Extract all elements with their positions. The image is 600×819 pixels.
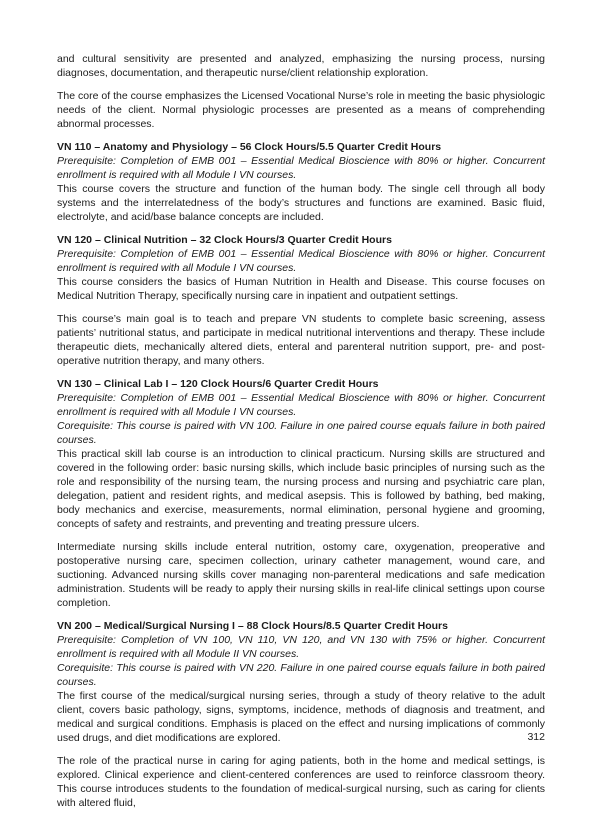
page-number: 312 xyxy=(527,731,545,743)
course-paragraph: This course covers the structure and function of the human body. The single cell through all body systems and the interrelatedness of the body’s structures and functions are examined. Basic fluid, electrolyte, and acid/base balance concepts are included. xyxy=(57,183,545,223)
intro-paragraph-2: The core of the course emphasizes the Licensed Vocational Nurse’s role in meeting the basic physiologic needs of the client. Normal physiologic processes are presented as a means of comprehending abnormal processes. xyxy=(57,90,545,130)
course-prerequisite-vn130: Prerequisite: Completion of EMB 001 – Essential Medical Bioscience with 80% or higher. Concurrent enrollment is required with all Module I VN courses. xyxy=(57,392,545,418)
document-page-content xyxy=(57,52,545,819)
course-section-vn200 xyxy=(57,619,545,810)
intro-paragraph-1: and cultural sensitivity are presented and analyzed, emphasizing the nursing process, nursing diagnoses, documentation, and therapeutic nurse/client relationship exploration. xyxy=(57,53,545,79)
course-paragraph: This practical skill lab course is an introduction to clinical practicum. Nursing skills are structured and covered in the following order: basic nursing skills, which include basic principles of nursing such as the role and responsibility of the nursing team, the nursing process and nursing and psychiatric care plan, delegation, patient and resident rights, and medical asepsis. This is followed by bathing, bed making, body mechanics and exercise, measurements, normal elimination, personal hygiene and grooming, concepts of safety and restraints, and preventing and treating pressure ulcers. xyxy=(57,448,545,530)
course-paragraph: This course’s main goal is to teach and prepare VN students to complete basic screening, assess patients’ nutritional status, and participate in medical nutritional interventions and therapy. These include therapeutic diets, mechanically altered diets, enteral and parenteral nutrition support, pre- and post-operative nutrition therapy, and many others. xyxy=(57,313,545,367)
course-prerequisite-vn120: Prerequisite: Completion of EMB 001 – Essential Medical Bioscience with 80% or higher. Concurrent enrollment is required with all Module I VN courses. xyxy=(57,248,545,274)
course-prerequisite-vn110: Prerequisite: Completion of EMB 001 – Essential Medical Bioscience with 80% or higher. Concurrent enrollment is required with all Module I VN courses. xyxy=(57,155,545,181)
course-corequisite-vn200: Corequisite: This course is paired with VN 220. Failure in one paired course equals failure in both paired courses. xyxy=(57,662,545,688)
course-prerequisite-vn200: Prerequisite: Completion of VN 100, VN 110, VN 120, and VN 130 with 75% or higher. Concurrent enrollment is required with all Module II VN courses. xyxy=(57,634,545,660)
course-heading-vn200: VN 200 – Medical/Surgical Nursing I – 88 Clock Hours/8.5 Quarter Credit Hours xyxy=(57,620,448,632)
course-heading-vn120: VN 120 – Clinical Nutrition – 32 Clock Hours/3 Quarter Credit Hours xyxy=(57,234,392,246)
course-paragraph: The first course of the medical/surgical nursing series, through a study of theory relative to the adult client, covers basic pathology, signs, symptoms, incidence, methods of diagnosis and treatment, and medical and surgical conditions. Emphasis is placed on the effect and nursing implications of commonly used drugs, and diet modifications are explored. xyxy=(57,690,545,744)
course-section-vn110 xyxy=(57,140,545,224)
course-section-vn130 xyxy=(57,377,545,610)
course-paragraph: The role of the practical nurse in caring for aging patients, both in the home and medical settings, is explored. Clinical experience and client-centered conferences are used to reinforce classroom theory. This course introduces students to the foundation of medical-surgical nursing, such as caring for clients with altered fluid, xyxy=(57,755,545,809)
course-heading-vn110: VN 110 – Anatomy and Physiology – 56 Clock Hours/5.5 Quarter Credit Hours xyxy=(57,141,442,153)
course-heading-vn130: VN 130 – Clinical Lab I – 120 Clock Hours/6 Quarter Credit Hours xyxy=(57,378,379,390)
course-paragraph: Intermediate nursing skills include enteral nutrition, ostomy care, oxygenation, preoperative and postoperative nursing care, specimen collection, urinary catheter management, wound care, and suctioning. Advanced nursing skills cover managing non-parenteral medications and safe medication administration. Students will be ready to apply their nursing skills in real-life clinical settings upon course completion. xyxy=(57,541,545,609)
course-corequisite-vn130: Corequisite: This course is paired with VN 100. Failure in one paired course equals failure in both paired courses. xyxy=(57,420,545,446)
course-section-vn120 xyxy=(57,233,545,368)
course-paragraph: This course considers the basics of Human Nutrition in Health and Disease. This course focuses on Medical Nutrition Therapy, specifically nursing care in inpatient and outpatient settings. xyxy=(57,276,545,302)
